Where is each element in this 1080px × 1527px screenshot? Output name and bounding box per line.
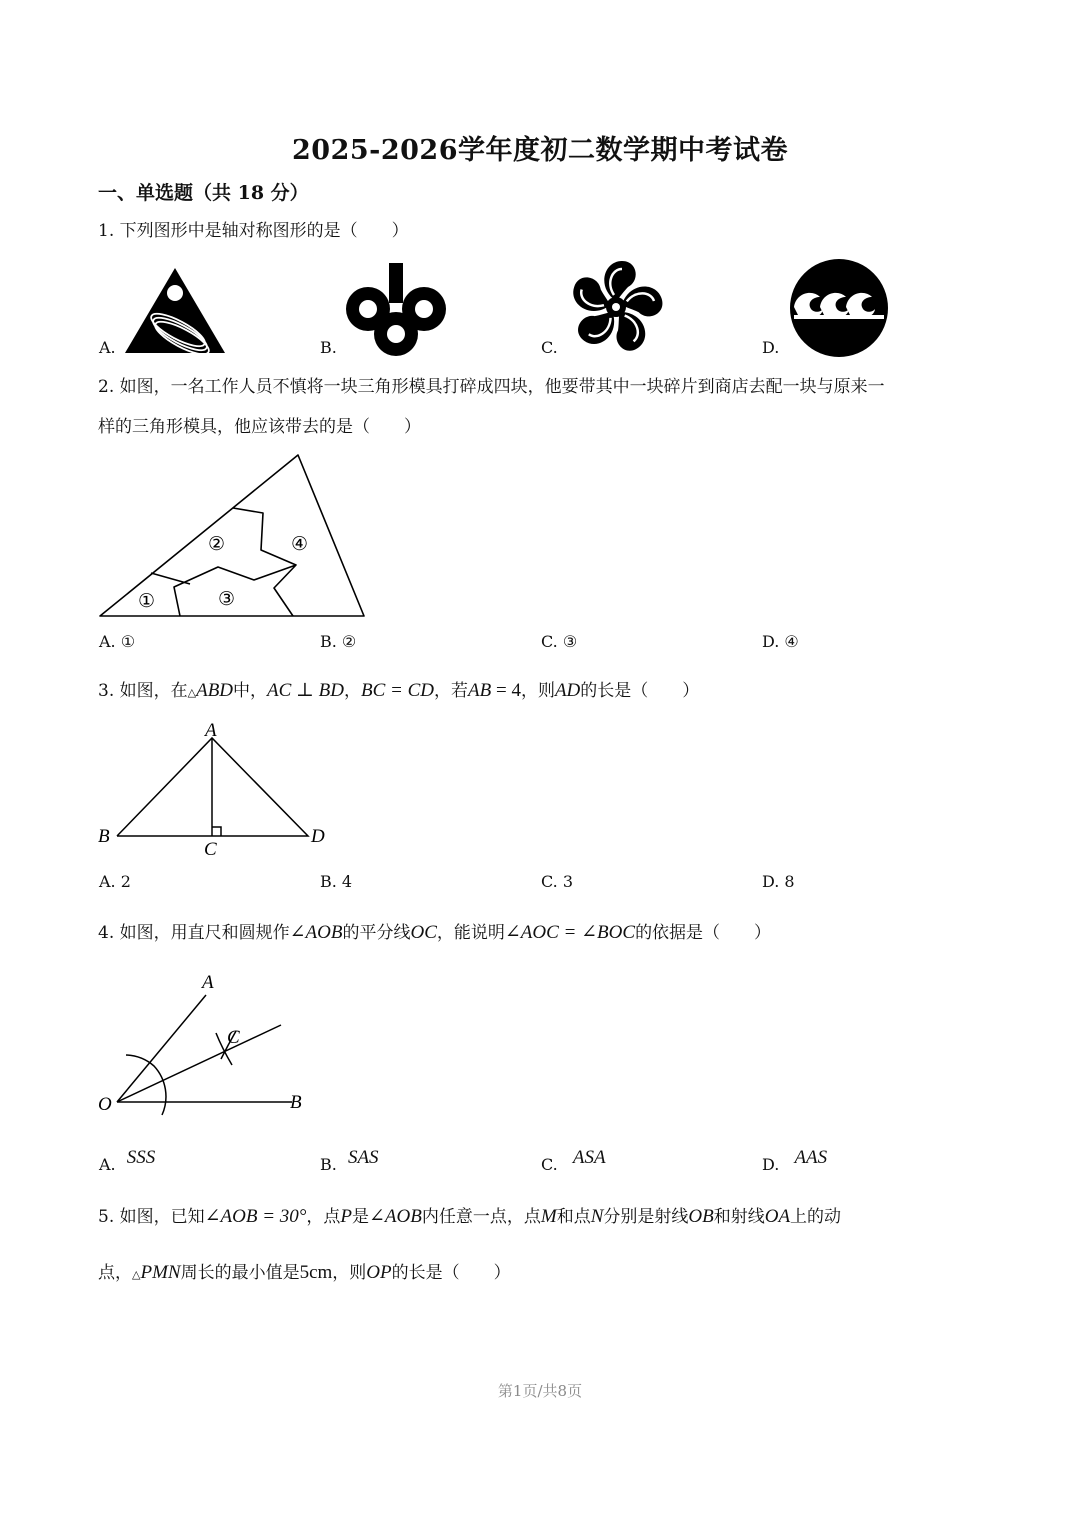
q1-figure-c	[568, 258, 664, 356]
piece-label-2: ②	[208, 534, 226, 555]
page-title: 2025-2026学年度初二数学期中考试卷	[292, 135, 788, 166]
q5-stem-line2: 点，△PMN周长的最小值是5cm，则OP的长是（ ）	[98, 1262, 511, 1283]
q4-angle-bisector-figure	[96, 968, 316, 1118]
q1-option-b: B.	[320, 338, 337, 357]
q4-option-b: B. SAS	[320, 1147, 379, 1174]
svg-text:A: A	[202, 972, 214, 993]
q4-option-c: C. ASA	[541, 1147, 606, 1174]
q2-stem-line2: 样的三角形模具，他应该带去的是（ ）	[98, 417, 421, 437]
q1-option-c: C.	[541, 338, 558, 357]
section-heading: 一、单选题（共 18 分）	[98, 182, 309, 204]
q1-stem: 1. 下列图形中是轴对称图形的是（ ）	[98, 221, 409, 241]
svg-text:O: O	[98, 1094, 112, 1115]
svg-text:C: C	[204, 839, 217, 860]
q2-broken-triangle	[98, 453, 368, 619]
q4-stem: 4. 如图，用直尺和圆规作∠AOB的平分线OC，能说明∠AOC = ∠BOC的依据是（ ）	[98, 922, 772, 943]
q1-figure-d	[790, 259, 888, 357]
svg-text:B: B	[290, 1092, 302, 1113]
q2-option-a: A. ①	[99, 632, 136, 651]
piece-label-3: ③	[218, 589, 236, 610]
q3-option-a: A. 2	[99, 872, 131, 891]
piece-label-4: ④	[291, 534, 309, 555]
q3-triangle-figure	[96, 720, 336, 862]
page-number-footer: 第1页/共8页	[497, 1382, 583, 1400]
q3-option-c: C. 3	[541, 872, 574, 891]
q2-option-b: B. ②	[320, 632, 357, 651]
q2-option-d: D. ④	[762, 632, 799, 651]
svg-text:C: C	[227, 1027, 240, 1048]
q4-option-d: D. AAS	[762, 1147, 828, 1174]
q3-stem: 3. 如图，在△ABD中，AC ⊥ BD，BC = CD，若AB = 4，则AD的长是（ ）	[98, 680, 700, 701]
q1-option-a: A.	[99, 338, 116, 357]
svg-text:A: A	[205, 720, 217, 741]
svg-text:D: D	[311, 826, 325, 847]
q2-stem-line1: 2. 如图，一名工作人员不慎将一块三角形模具打碎成四块，他要带其中一块碎片到商店去配一块与原来一	[98, 377, 885, 397]
q2-option-c: C. ③	[541, 632, 578, 651]
svg-text:B: B	[98, 826, 110, 847]
q4-option-a: A. SSS	[99, 1147, 156, 1174]
piece-label-1: ①	[138, 591, 156, 612]
q3-option-b: B. 4	[320, 872, 353, 891]
q1-figure-a	[125, 268, 225, 354]
q5-stem-line1: 5. 如图，已知∠AOB = 30°，点P是∠AOB内任意一点，点M和点N分别是射线OB和射线OA上的动	[98, 1206, 842, 1227]
q1-figure-b	[345, 263, 447, 357]
q3-option-d: D. 8	[762, 872, 795, 891]
q1-option-d: D.	[762, 338, 780, 357]
